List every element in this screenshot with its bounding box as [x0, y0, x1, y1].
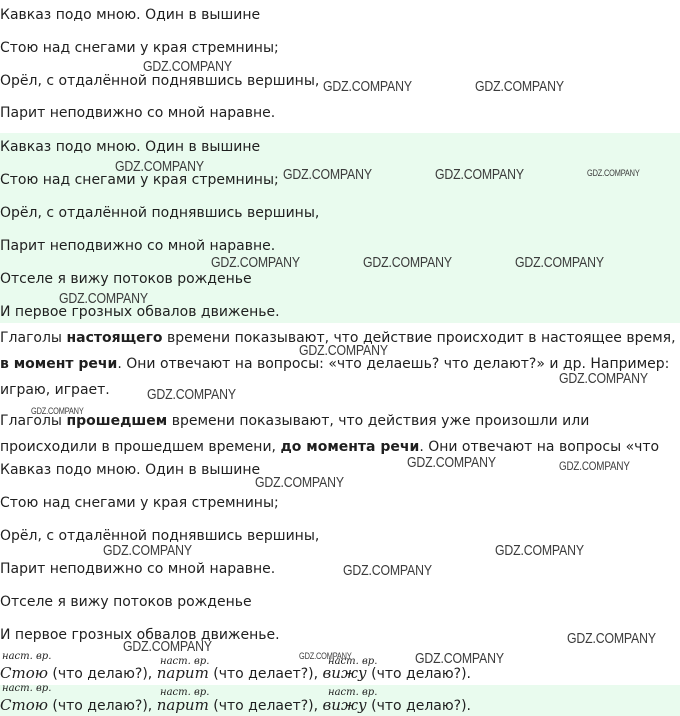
poem1-line-1: Кавказ подо мною. Один в вышине: [0, 7, 261, 23]
watermark: GDZ.COMPANY: [299, 342, 388, 359]
grammar-question-2: (что делает?),: [208, 666, 319, 682]
watermark: GDZ.COMPANY: [559, 459, 630, 473]
watermark: GDZ.COMPANY: [123, 638, 212, 655]
rule-present-text-1: Глаголы: [0, 330, 67, 346]
grammar-label-2a: наст. вр.: [2, 683, 52, 694]
watermark: GDZ.COMPANY: [559, 370, 648, 387]
poem3-line-4: Парит неподвижно со мной наравне.: [0, 561, 276, 577]
grammar-word-2b: парит: [156, 696, 209, 714]
poem3-line-1: Кавказ подо мною. Один в вышине: [0, 462, 261, 478]
watermark: GDZ.COMPANY: [407, 454, 496, 471]
watermark: GDZ.COMPANY: [115, 158, 204, 175]
rule-past-text-2: времени показывают, что действия уже произошли или происходили в прошедшем времени,: [0, 413, 590, 455]
watermark: GDZ.COMPANY: [299, 651, 352, 661]
watermark: GDZ.COMPANY: [283, 166, 372, 183]
rule-past-bold-2: до момента речи: [280, 439, 420, 455]
rule-past-bold-1: прошедшем: [66, 413, 168, 429]
watermark: GDZ.COMPANY: [59, 290, 148, 307]
grammar-word-1b: Стою: [0, 696, 48, 714]
poem2-line-4: Парит неподвижно со мной наравне.: [0, 238, 276, 254]
watermark: GDZ.COMPANY: [323, 78, 412, 95]
grammar-question-1: (что делаю?),: [47, 666, 153, 682]
watermark: GDZ.COMPANY: [103, 542, 192, 559]
watermark: GDZ.COMPANY: [147, 386, 236, 403]
grammar-label-1a: наст. вр.: [2, 651, 52, 662]
poem3-line-2: Стою над снегами у края стремнины;: [0, 495, 279, 511]
rule-past-text-1: Глаголы: [0, 413, 67, 429]
grammar-question-1b: (что делаю?),: [47, 698, 153, 714]
poem3-line-5: Отселе я вижу потоков рожденье: [0, 594, 252, 610]
rule-present-text-2: времени показывают, что действие происходит в настоящее время,: [162, 330, 676, 346]
watermark: GDZ.COMPANY: [515, 254, 604, 271]
watermark: GDZ.COMPANY: [363, 254, 452, 271]
watermark: GDZ.COMPANY: [495, 542, 584, 559]
poem1-line-2: Стою над снегами у края стремнины;: [0, 40, 279, 56]
watermark: GDZ.COMPANY: [587, 168, 640, 178]
watermark: GDZ.COMPANY: [255, 474, 344, 491]
poem2-line-3: Орёл, с отдалённой поднявшись вершины,: [0, 205, 320, 221]
watermark: GDZ.COMPANY: [567, 630, 656, 647]
poem2-line-5: Отселе я вижу потоков рожденье: [0, 271, 252, 287]
grammar-line-1: [0, 664, 471, 682]
poem2-line-6: И первое грозных обвалов движенье.: [0, 304, 280, 320]
rule-present-bold-1: настоящего: [66, 330, 163, 346]
grammar-label-1c: наст. вр.: [328, 656, 378, 667]
watermark: GDZ.COMPANY: [435, 166, 524, 183]
grammar-word-2: парит: [156, 664, 209, 682]
grammar-label-2c: наст. вр.: [328, 687, 378, 698]
watermark: GDZ.COMPANY: [31, 406, 84, 416]
watermark: GDZ.COMPANY: [211, 254, 300, 271]
rule-present-bold-2: в момент речи: [0, 356, 118, 372]
grammar-question-2b: (что делает?),: [208, 698, 319, 714]
watermark: GDZ.COMPANY: [475, 78, 564, 95]
poem2-line-1: Кавказ подо мною. Один в вышине: [0, 139, 261, 155]
watermark: GDZ.COMPANY: [143, 58, 232, 75]
grammar-word-1: Стою: [0, 664, 48, 682]
poem2-line-2: Стою над снегами у края стремнины;: [0, 172, 279, 188]
poem1-line-4: Парит неподвижно со мной наравне.: [0, 105, 276, 121]
rule-present-text-3: . Они отвечают на вопросы: «что делаешь? что делают?» и др. Например: играю, играет.: [0, 356, 670, 398]
poem1-line-3: Орёл, с отдалённой поднявшись вершины,: [0, 73, 320, 89]
rule-past-text-3: . Они отвечают на вопросы «что: [419, 439, 660, 455]
grammar-question-3b: (что делаю?).: [366, 698, 472, 714]
grammar-line-2: [0, 696, 471, 714]
grammar-word-3: вижу: [322, 664, 367, 682]
poem3-line-6: И первое грозных обвалов движенье.: [0, 627, 280, 643]
grammar-word-3b: вижу: [322, 696, 367, 714]
poem3-line-3: Орёл, с отдалённой поднявшись вершины,: [0, 528, 320, 544]
rule-past-paragraph: [0, 408, 680, 460]
grammar-label-2b: наст. вр.: [160, 687, 210, 698]
watermark: GDZ.COMPANY: [343, 562, 432, 579]
watermark: GDZ.COMPANY: [415, 650, 504, 667]
grammar-question-3: (что делаю?).: [366, 666, 472, 682]
rule-present-paragraph: [0, 325, 680, 403]
grammar-label-1b: наст. вр.: [160, 656, 210, 667]
